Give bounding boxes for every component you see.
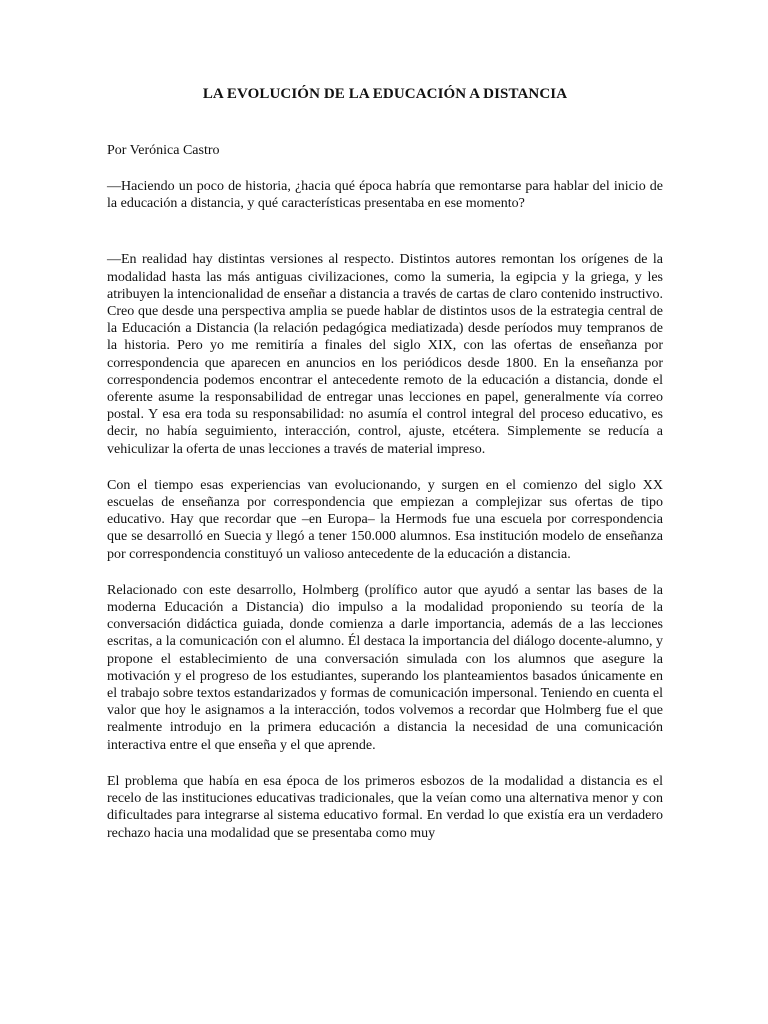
answer-paragraph-4: El problema que había en esa época de los primeros esbozos de la modalidad a distancia es el recelo de las instituciones educativas tradicionales, que la veían como una alternativa menor y con dificultades para integrarse al sistema educativo formal. En verdad lo que existía era un verdadero rechazo hacia una modalidad que se presentaba como muy (107, 773, 663, 841)
answer-paragraph-3: Relacionado con este desarrollo, Holmberg (prolífico autor que ayudó a sentar las bases de la moderna Educación a Distancia) dio impulso a la modalidad proponiendo su teoría de la conversación didáctica guiada, donde comienza a darle importancia, además de a las lecciones escritas, a la comunicación con el alumno. Él destaca la importancia del diálogo docente-alumno, y propone el establecimiento de una conversación simulada con los alumnos que asegure la motivación y el progreso de los estudiantes, superando los planteamientos basados únicamente en el trabajo sobre textos estandarizados y formas de comunicación impersonal. Teniendo en cuenta el valor que hoy le asignamos a la interacción, todos volvemos a recordar que Holmberg fue el que realmente introdujo en la primera educación a distancia la necesidad de una comunicación interactiva entre el que enseña y el que aprende. (107, 582, 663, 753)
answer-paragraph-1: —En realidad hay distintas versiones al respecto. Distintos autores remontan los orígenes de la modalidad hasta las más antiguas civilizaciones, como la sumeria, la egipcia y la griega, y les atribuyen la intencionalidad de enseñar a distancia a través de cartas de claro contenido instructivo. Creo que desde una perspectiva amplia se puede hablar de distintos usos de la estrategia central de la Educación a Distancia (la relación pedagógica mediatizada) desde períodos muy tempranos de la historia. Pero yo me remitiría a finales del siglo XIX, con las ofertas de enseñanza por correspondencia que aparecen en anuncios en los periódicos desde 1800. En la enseñanza por correspondencia podemos encontrar el antecedente remoto de la educación a distancia, donde el oferente asume la responsabilidad de entregar unas lecciones en papel, generalmente vía correo postal. Y esa era toda su responsabilidad: no asumía el control integral del proceso educativo, es decir, no había seguimiento, interacción, control, ajuste, etcétera. Simplemente se reducía a vehiculizar la oferta de unas lecciones a través de material impreso. (107, 252, 663, 457)
interview-question: —Haciendo un poco de historia, ¿hacia qué época habría que remontarse para hablar del inicio de la educación a distancia, y qué características presentaba en ese momento? (107, 179, 663, 212)
author-line: Por Verónica Castro (107, 143, 220, 158)
document-title: LA EVOLUCIÓN DE LA EDUCACIÓN A DISTANCIA (202, 86, 568, 102)
answer-paragraph-2: Con el tiempo esas experiencias van evolucionando, y surgen en el comienzo del siglo XX escuelas de enseñanza por correspondencia que empiezan a complejizar sus ofertas de tipo educativo. Hay que recordar que –en Europa– la Hermods fue una escuela por correspondencia que se desarrolló en Suecia y llegó a tener 150.000 alumnos. Esa institución modelo de enseñanza por correspondencia constituyó un valioso antecedente de la educación a distancia. (107, 477, 663, 562)
document-page (107, 86, 663, 861)
